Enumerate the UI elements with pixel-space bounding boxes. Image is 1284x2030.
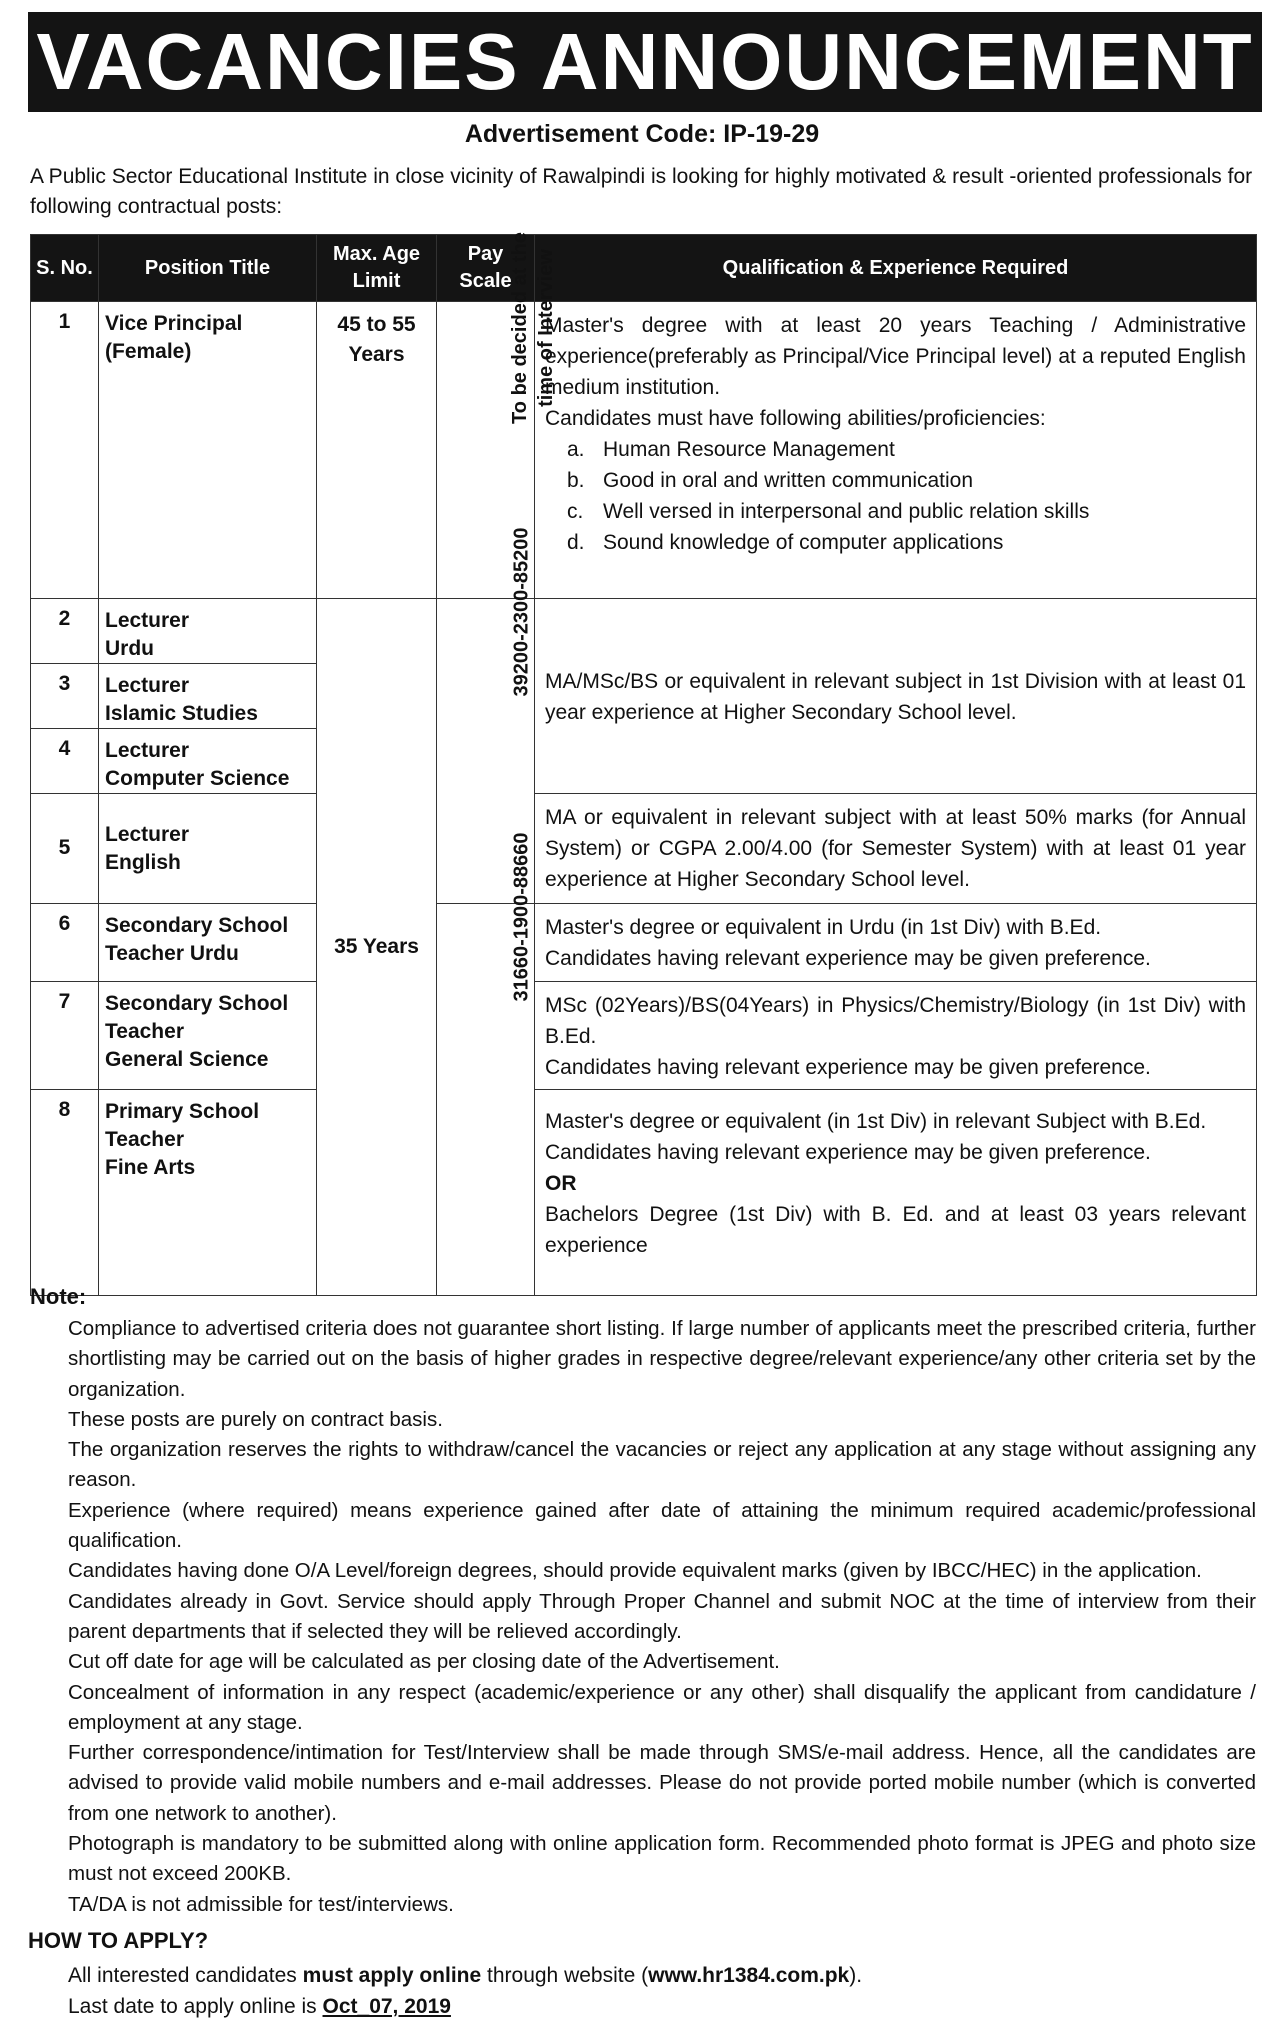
list-text: Well versed in interpersonal and public relation skills [603,500,1090,523]
apply-text: through website ( [481,1964,649,1987]
header-qualification: Qualification & Experience Required [535,235,1257,302]
table-row [31,599,1257,664]
row-sno: 8 [31,1090,99,1296]
qualification-text: Candidates must have following abilities/proficiencies: [545,407,1046,430]
qualification-text: Master's degree or equivalent in Urdu (in 1st Div) with B.Ed. [545,916,1102,939]
qualification-text: Candidates having relevant experience may be given preference. [545,947,1151,970]
title-line: Islamic Studies [105,702,258,725]
title-line: General Science [105,1048,269,1071]
row-sno: 3 [31,664,99,729]
table-header-row [31,235,1257,302]
position-title [99,302,317,599]
age-line: 45 to 55 [337,313,416,336]
pay-line: To be decided at the [508,232,531,424]
apply-website-link[interactable]: www.hr1384.com.pk [648,1964,850,1987]
title-line: Lecturer [105,822,190,846]
title-line: (Female) [105,340,192,363]
position-title [99,729,317,794]
title-line: Secondary School [105,914,289,937]
age-limit: 35 Years [317,599,437,1296]
position-title [99,664,317,729]
list-item [545,465,1246,496]
row-sno: 4 [31,729,99,794]
title-line: Vice Principal [105,312,243,335]
note-item: Concealment of information in any respect (academic/experience or any other) shall disqualify the applicant from candidature / employment at any stage. [68,1680,1256,1734]
list-key: b. [567,469,585,492]
qualification [535,599,1257,794]
note-item: TA/DA is not admissible for test/interviews. [68,1892,454,1916]
list-key: d. [567,531,585,554]
note-item: Candidates already in Govt. Service should apply Through Proper Channel and submit NOC at the time of interview from their parent departments that if selected they will be relieved accordingly. [68,1589,1256,1643]
advertisement-code: Advertisement Code: IP-19-29 [464,120,820,148]
row-sno: 7 [31,982,99,1090]
pay-line: time of Interview [534,249,557,407]
note-item: Further correspondence/intimation for Test/Interview shall be made through SMS/e-mail address. Hence, all the candidates are advised to provide valid mobile numbers and e-mail addresses. Please do not provide ported mobile number (which is converted from one network to another). [68,1741,1256,1825]
apply-emphasis: must apply online [302,1964,482,1987]
table-row [31,302,1257,599]
table-row [31,1090,1257,1296]
last-date-label: Last date to apply online is [68,1995,323,2018]
list-text: Human Resource Management [603,438,895,461]
apply-instruction [68,1960,1256,1991]
qualification-text: Bachelors Degree (1st Div) with B. Ed. and at least 03 years relevant experience [545,1203,1246,1257]
title-line: Teacher [105,1128,184,1151]
row-sno: 1 [31,302,99,599]
title-line: English [105,850,181,874]
title-line: Computer Science [105,767,290,790]
position-title [99,904,317,982]
list-item [545,527,1246,558]
header-sno: S. No. [31,235,99,302]
position-title [99,794,317,904]
list-item [545,496,1246,527]
header-age: Max. Age Limit [317,235,437,302]
note-item: Photograph is mandatory to be submitted along with online application form. Recommended photo format is JPEG and photo size must not exceed 200KB. [68,1832,1256,1886]
note-item: The organization reserves the rights to withdraw/cancel the vacancies or reject any application at any stage without assigning any reason. [68,1438,1256,1492]
qualification-text: Candidates having relevant experience may be given preference. [545,1141,1151,1164]
table-row [31,904,1257,982]
qualification-text: MA or equivalent in relevant subject with at least 50% marks (for Annual System) or CGPA 2.00/4.00 (for Semester System) with at least 01 year experience at Higher Secondary School level. [545,806,1246,891]
qualification-text: Candidates having relevant experience may be given preference. [545,1056,1151,1079]
list-item [545,434,1246,465]
notes-heading: Note: [30,1284,87,1309]
pay-scale-vertical-text: 31660-1900-88660 [510,832,533,1002]
qualification-text: MSc (02Years)/BS(04Years) in Physics/Chemistry/Biology (in 1st Div) with B.Ed. [545,994,1246,1048]
vacancies-table [30,234,1257,1296]
notes-list [68,1314,1256,1920]
title-line: Primary School [105,1100,260,1123]
how-to-apply-heading: HOW TO APPLY? [28,1928,209,1953]
position-title [99,599,317,664]
qualification [535,794,1257,904]
title-line: Lecturer [105,609,190,632]
pay-scale [437,832,535,1296]
title-line: Lecturer [105,674,190,697]
title-line: Fine Arts [105,1156,196,1179]
title-line: Secondary School [105,992,289,1015]
list-text: Sound knowledge of computer applications [603,531,1004,554]
title-line: Teacher [105,1020,184,1043]
row-sno: 6 [31,904,99,982]
banner-title: VACANCIES ANNOUNCEMENT [36,17,1254,106]
age-line: Years [348,343,405,366]
qualification [535,904,1257,982]
title-line: Teacher Urdu [105,942,239,965]
row-sno: 5 [31,794,99,904]
how-to-apply-text [68,1960,1256,2022]
pay-scale-vertical-text: 39200-2300-85200 [510,527,533,697]
pay-scale-vertical-text [507,232,559,424]
qualification [535,302,1257,599]
apply-text: ). [849,1964,863,1987]
row-sno: 2 [31,599,99,664]
note-item: Candidates having done O/A Level/foreign degrees, should provide equivalent marks (given by IBCC/HEC) in the application. [68,1559,1202,1583]
apply-text: All interested candidates [68,1964,303,1987]
title-line: Urdu [105,637,154,660]
note-item: Compliance to advertised criteria does not guarantee short listing. If large number of applicants meet the prescribed criteria, further shortlisting may be carried out on the basis of higher grades in respective degree/relevant experience/any other criteria set by the organization. [68,1317,1256,1401]
intro-text: A Public Sector Educational Institute in close vicinity of Rawalpindi is looking for highly motivated & result -oriented professionals for following contractual posts: [30,165,1253,218]
abilities-list [545,434,1246,558]
announcement-banner [28,12,1262,112]
table-row [31,794,1257,904]
last-date-line [68,1991,1256,2022]
list-key: a. [567,438,585,461]
qualification [535,982,1257,1090]
list-key: c. [567,500,584,523]
note-item: These posts are purely on contract basis. [68,1407,443,1431]
note-item: Experience (where required) means experience gained after date of attaining the minimum required academic/professional qualification. [68,1498,1256,1553]
table-row [31,982,1257,1090]
or-separator: OR [545,1172,577,1195]
title-line: Lecturer [105,739,190,762]
qualification-text: Master's degree or equivalent (in 1st Div) in relevant Subject with B.Ed. [545,1110,1207,1133]
note-item: Cut off date for age will be calculated as per closing date of the Advertisement. [68,1650,780,1674]
list-text: Good in oral and written communication [603,469,974,492]
qualification-text: MA/MSc/BS or equivalent in relevant subject in 1st Division with at least 01 year experience at Higher Secondary School level. [545,670,1246,724]
age-limit [317,302,437,599]
last-date-value: Oct_07, 2019 [322,1995,451,2018]
position-title [99,1090,317,1296]
qualification [535,1090,1257,1296]
qualification-text: Master's degree with at least 20 years Teaching / Administrative experience(preferably as Principal/Vice Principal level) at a reputed English medium institution. [545,314,1246,399]
position-title [99,982,317,1090]
header-pay: Pay Scale [437,235,535,302]
header-position: Position Title [99,235,317,302]
